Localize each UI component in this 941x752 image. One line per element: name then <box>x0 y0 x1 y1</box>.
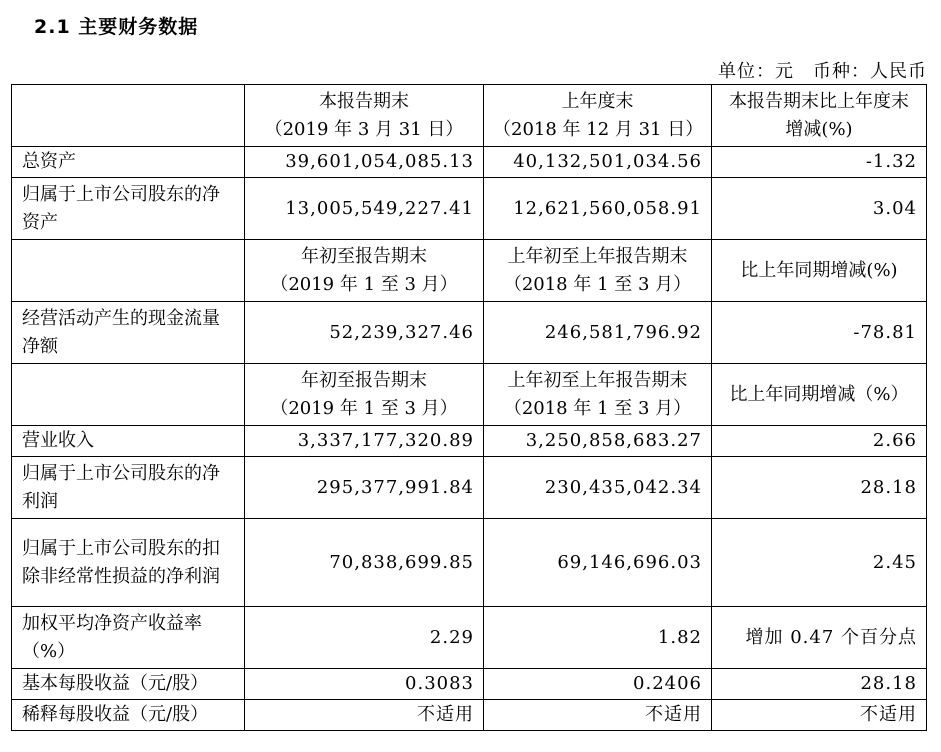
value-change: 28.18 <box>712 669 927 700</box>
value-change: 不适用 <box>712 700 927 731</box>
header-yoy-change <box>712 240 927 302</box>
table-row <box>12 178 927 240</box>
value-current: 52,239,327.46 <box>245 302 484 364</box>
header-text: 年初至报告期末 <box>301 369 427 391</box>
value-previous: 不适用 <box>484 700 712 731</box>
value-current: 3,337,177,320.89 <box>245 426 484 457</box>
row-label: 归属于上市公司股东的净资产 <box>12 178 245 240</box>
header-text: 上年初至上年报告期末 <box>507 245 688 267</box>
value-change: 2.45 <box>712 519 927 607</box>
table-row <box>12 457 927 519</box>
value-current: 39,601,054,085.13 <box>245 147 484 178</box>
value-current: 0.3083 <box>245 669 484 700</box>
header-text: （2019 年 3 月 31 日） <box>264 118 464 140</box>
header-empty-cell <box>12 240 245 302</box>
value-change: 28.18 <box>712 457 927 519</box>
header-empty-cell <box>12 364 245 426</box>
header-text: 年初至报告期末 <box>301 245 427 267</box>
value-previous: 1.82 <box>484 607 712 669</box>
table-row <box>12 147 927 178</box>
header-text: 上年度末 <box>561 90 634 112</box>
value-current: 不适用 <box>245 700 484 731</box>
value-previous: 3,250,858,683.27 <box>484 426 712 457</box>
table-row <box>12 607 927 669</box>
table-header-row <box>12 364 927 426</box>
row-label: 稀释每股收益（元/股） <box>12 700 245 731</box>
header-current-period-end <box>245 85 484 147</box>
header-yoy-change <box>712 364 927 426</box>
header-text: 比上年同期增减（%） <box>729 383 909 405</box>
row-label: 归属于上市公司股东的净利润 <box>12 457 245 519</box>
header-ytd-current <box>245 364 484 426</box>
header-text: 比上年同期增减(%) <box>740 259 898 281</box>
header-previous-year-end <box>484 85 712 147</box>
header-change-percent <box>712 85 927 147</box>
value-change: -78.81 <box>712 302 927 364</box>
table-row <box>12 302 927 364</box>
value-current: 2.29 <box>245 607 484 669</box>
value-previous: 230,435,042.34 <box>484 457 712 519</box>
header-text: 增减(%) <box>785 118 853 140</box>
row-label: 经营活动产生的现金流量净额 <box>12 302 245 364</box>
header-text: （2018 年 12 月 31 日） <box>493 118 704 140</box>
table-row <box>12 426 927 457</box>
header-text: 上年初至上年报告期末 <box>507 369 688 391</box>
row-label: 总资产 <box>12 147 245 178</box>
row-label: 加权平均净资产收益率（%） <box>12 607 245 669</box>
row-label: 营业收入 <box>12 426 245 457</box>
header-ytd-previous <box>484 364 712 426</box>
value-previous: 69,146,696.03 <box>484 519 712 607</box>
value-previous: 246,581,796.92 <box>484 302 712 364</box>
value-change: 3.04 <box>712 178 927 240</box>
row-label: 基本每股收益（元/股） <box>12 669 245 700</box>
value-current: 70,838,699.85 <box>245 519 484 607</box>
table-row <box>12 519 927 607</box>
value-current: 13,005,549,227.41 <box>245 178 484 240</box>
value-change: 增加 0.47 个百分点 <box>712 607 927 669</box>
header-text: 本报告期末 <box>319 90 409 112</box>
section-title: 2.1 主要财务数据 <box>34 16 199 38</box>
table-header-row <box>12 240 927 302</box>
table-row <box>12 700 927 731</box>
value-previous: 0.2406 <box>484 669 712 700</box>
table-header-row <box>12 85 927 147</box>
table-row <box>12 669 927 700</box>
header-text: （2019 年 1 至 3 月） <box>270 273 458 295</box>
unit-currency-note: 单位：元 币种：人民币 <box>718 61 927 82</box>
header-ytd-current <box>245 240 484 302</box>
header-ytd-previous <box>484 240 712 302</box>
value-current: 295,377,991.84 <box>245 457 484 519</box>
value-change: 2.66 <box>712 426 927 457</box>
value-previous: 12,621,560,058.91 <box>484 178 712 240</box>
header-text: （2019 年 1 至 3 月） <box>270 397 458 419</box>
header-empty-cell <box>12 85 245 147</box>
value-previous: 40,132,501,034.56 <box>484 147 712 178</box>
financial-data-table <box>11 84 927 731</box>
header-text: （2018 年 1 至 3 月） <box>503 397 692 419</box>
row-label: 归属于上市公司股东的扣除非经常性损益的净利润 <box>12 519 245 607</box>
value-change: -1.32 <box>712 147 927 178</box>
header-text: 本报告期末比上年度末 <box>729 90 909 112</box>
header-text: （2018 年 1 至 3 月） <box>503 273 692 295</box>
